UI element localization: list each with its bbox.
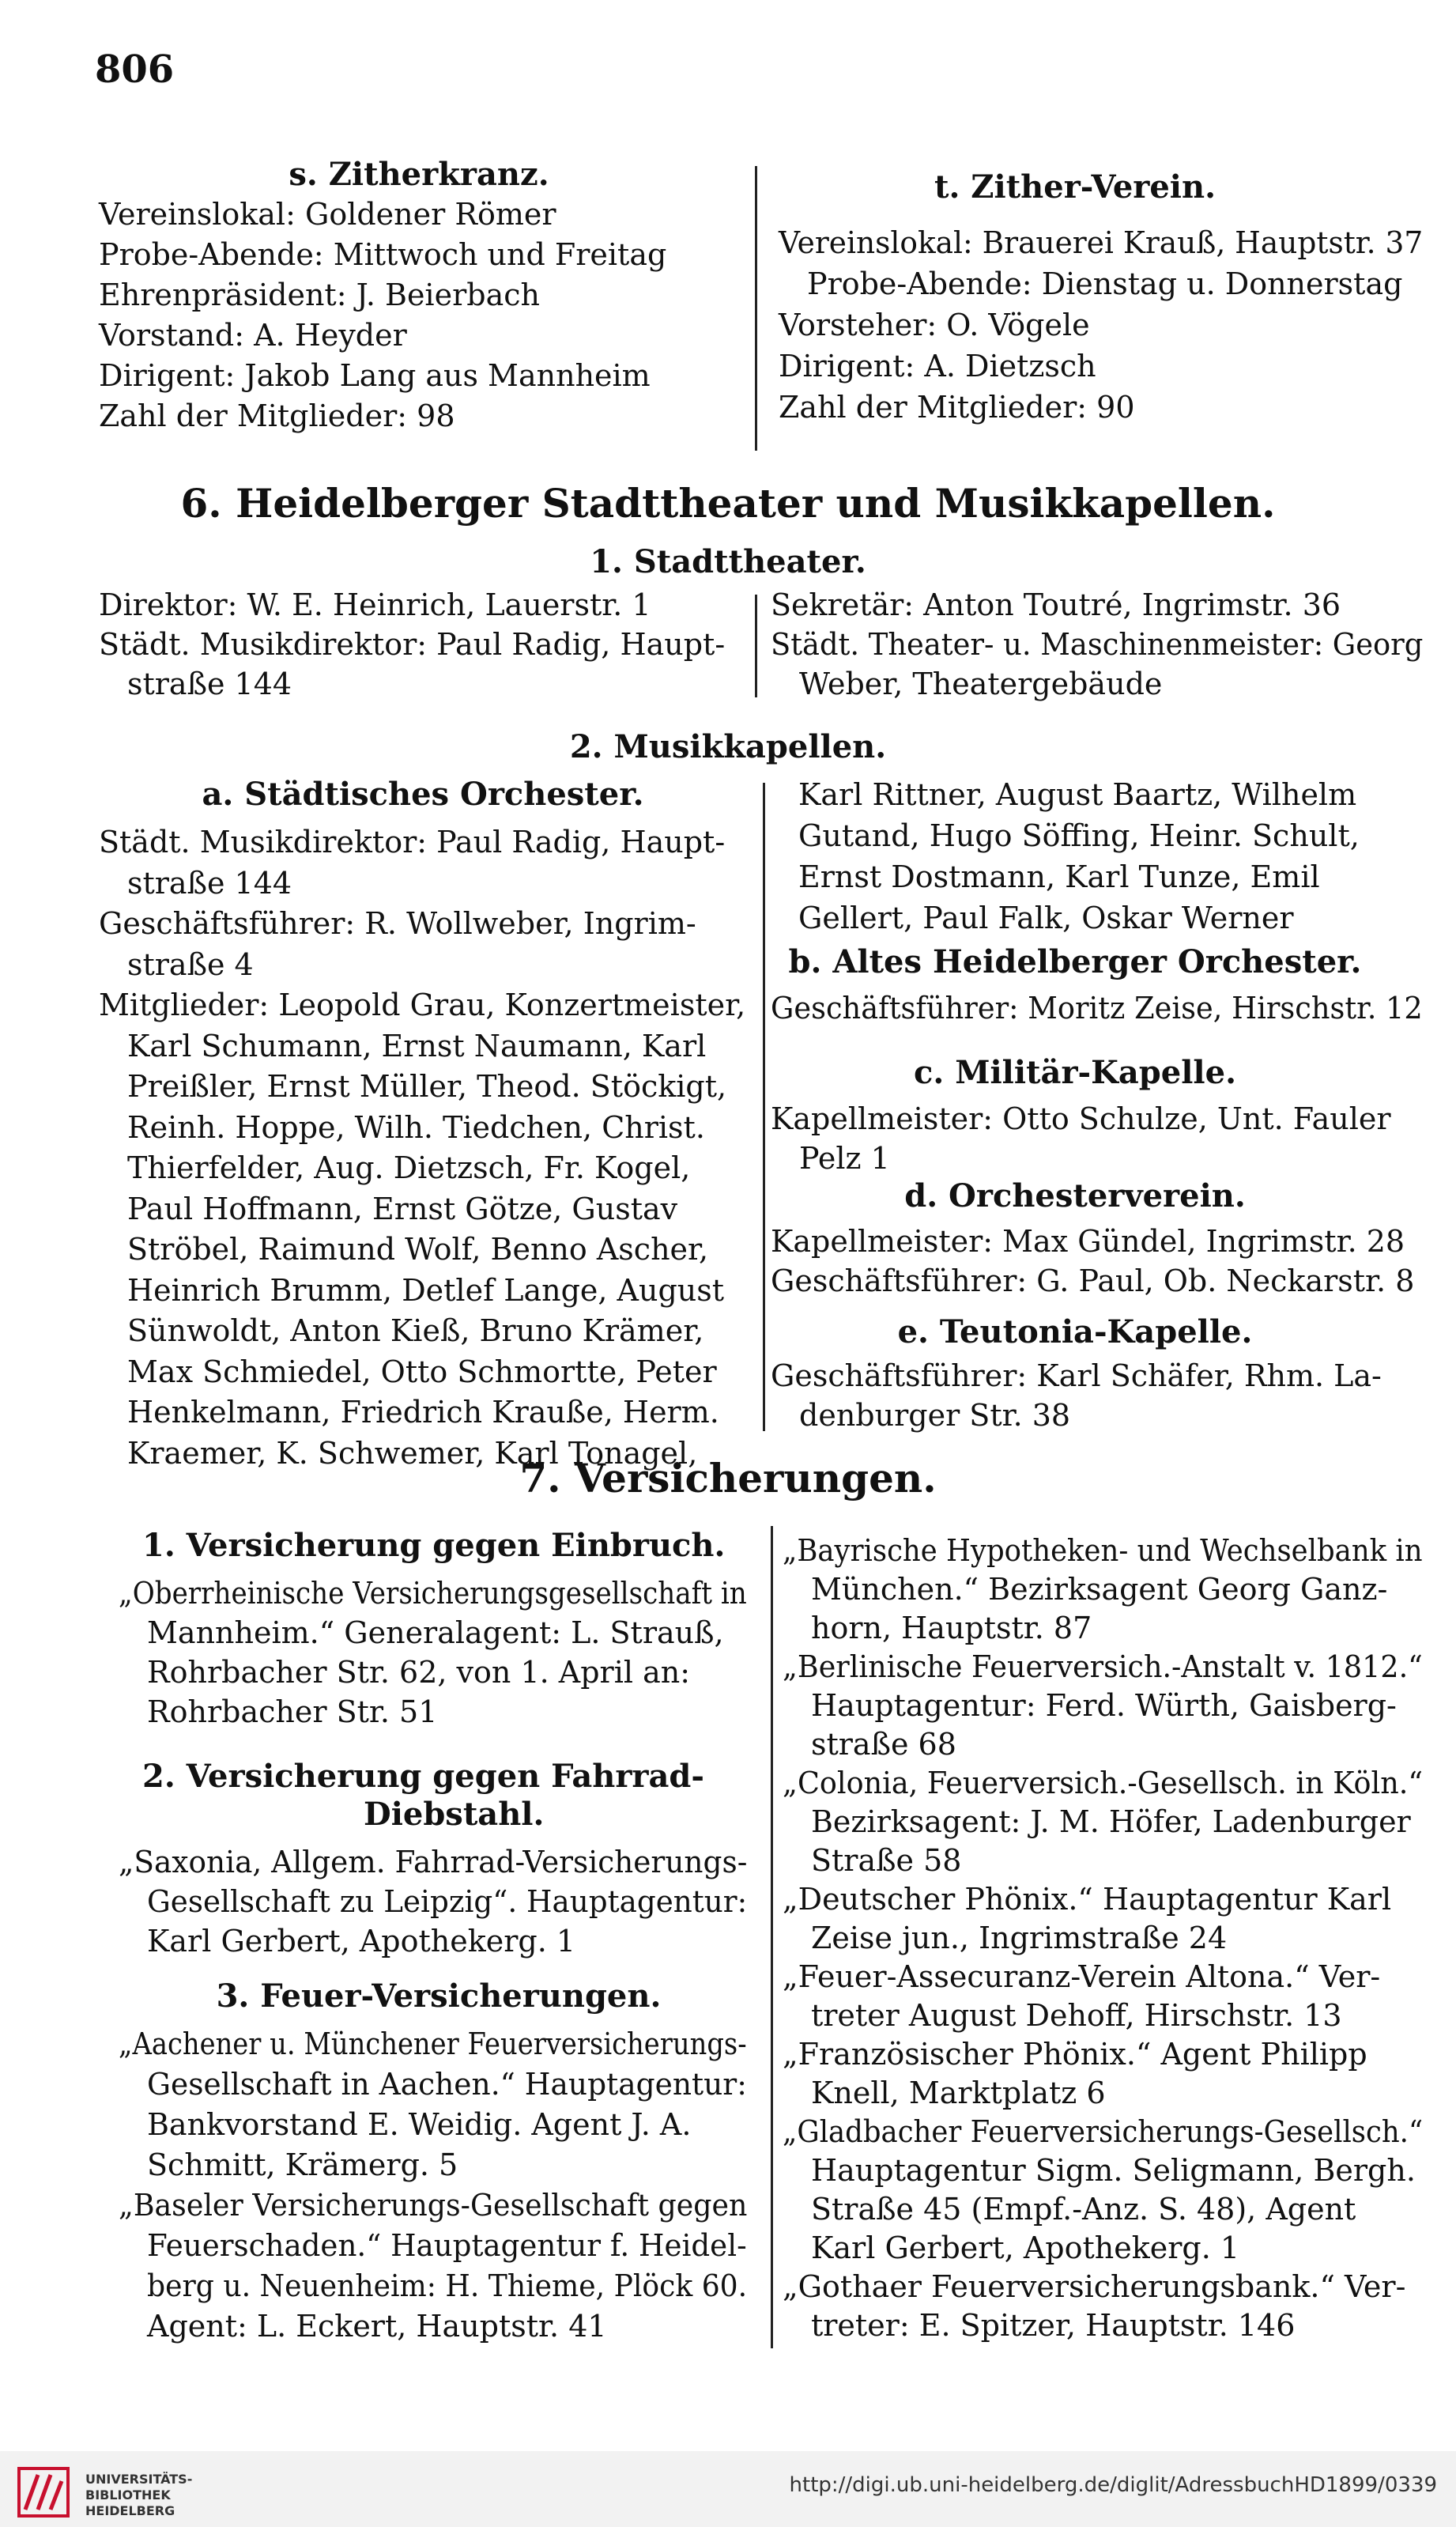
fahrrad-heading-line2: Diebstahl. xyxy=(364,1796,545,1833)
text-line: Karl Gerbert, Apothekerg. 1 xyxy=(147,1924,576,1959)
text-line: Karl Schumann, Ernst Naumann, Karl xyxy=(127,1028,707,1063)
fahrrad-heading-line1: 2. Versicherung gegen Fahrrad- xyxy=(142,1758,704,1795)
text-line: Schmitt, Krämerg. 5 xyxy=(147,2147,458,2182)
orchestra-heading: a. Städtisches Orchester. xyxy=(202,776,644,813)
text-line: „Gothaer Feuerversicherungsbank.“ Ver- xyxy=(783,2269,1406,2304)
column-divider xyxy=(771,1526,773,2348)
text-line: Ernst Dostmann, Karl Tunze, Emil xyxy=(798,859,1320,894)
column-divider xyxy=(763,783,765,1431)
militaer-kapelle-heading: c. Militär-Kapelle. xyxy=(913,1054,1236,1091)
text-line: Mannheim.“ Generalagent: L. Strauß, xyxy=(147,1615,724,1650)
text-line: Vereinslokal: Goldener Römer xyxy=(99,197,556,232)
text-line: Hauptagentur Sigm. Seligmann, Bergh. xyxy=(811,2153,1416,2188)
text-line: Kraemer, K. Schwemer, Karl Tonagel, xyxy=(127,1435,698,1471)
text-line: Ströbel, Raimund Wolf, Benno Ascher, xyxy=(127,1232,709,1267)
text-line: „Berlinische Feuerversich.-Anstalt v. 1812.“ xyxy=(783,1649,1423,1684)
text-line: Geschäftsführer: G. Paul, Ob. Neckarstr. 8 xyxy=(771,1264,1415,1298)
text-line: Ehrenpräsident: J. Beierbach xyxy=(99,278,540,312)
text-line: Geschäftsführer: R. Wollweber, Ingrim- xyxy=(99,906,696,941)
text-line: Pelz 1 xyxy=(799,1141,890,1176)
text-line: Städt. Musikdirektor: Paul Radig, Haupt- xyxy=(99,825,726,859)
library-name-line3: HEIDELBERG xyxy=(85,2503,175,2518)
text-line: Sekretär: Anton Toutré, Ingrimstr. 36 xyxy=(771,587,1341,622)
text-line: Reinh. Hoppe, Wilh. Tiedchen, Christ. xyxy=(127,1109,705,1145)
text-line: „Oberrheinische Versicherungsgesellschaft in xyxy=(119,1576,747,1611)
text-line: Straße 58 xyxy=(811,1843,962,1878)
stadttheater-heading: 1. Stadttheater. xyxy=(590,543,866,580)
text-line: Städt. Theater- u. Maschinenmeister: Georg xyxy=(771,627,1424,662)
text-line: Probe-Abende: Mittwoch und Freitag xyxy=(99,237,667,272)
text-line: Hauptagentur: Ferd. Würth, Gaisberg- xyxy=(811,1688,1397,1723)
section-7-title: 7. Versicherungen. xyxy=(519,1455,937,1501)
text-line: Dirigent: A. Dietzsch xyxy=(779,349,1096,383)
text-line: Zahl der Mitglieder: 90 xyxy=(779,390,1135,425)
teutonia-heading: e. Teutonia-Kapelle. xyxy=(897,1313,1253,1350)
text-line: „Französischer Phönix.“ Agent Philipp xyxy=(783,2037,1367,2072)
text-line: straße 144 xyxy=(127,865,292,901)
library-logo-icon xyxy=(16,2465,71,2519)
text-line: „Feuer-Assecuranz-Verein Altona.“ Ver- xyxy=(783,1959,1381,1994)
altes-orchester-heading: b. Altes Heidelberger Orchester. xyxy=(788,943,1362,980)
text-line: Gesellschaft in Aachen.“ Hauptagentur: xyxy=(147,2067,747,2102)
text-line: berg u. Neuenheim: H. Thieme, Plöck 60. xyxy=(147,2268,748,2303)
text-line: Weber, Theatergebäude xyxy=(799,667,1163,701)
text-line: „Gladbacher Feuerversicherungs-Gesellsch.“ xyxy=(783,2114,1424,2149)
section-6-title: 6. Heidelberger Stadttheater und Musikkapellen. xyxy=(180,480,1276,527)
text-line: Probe-Abende: Dienstag u. Donnerstag xyxy=(807,266,1403,301)
text-line: straße 4 xyxy=(127,946,254,982)
source-url-link[interactable]: http://digi.ub.uni-heidelberg.de/diglit/AdressbuchHD1899/0339 xyxy=(789,2473,1437,2497)
text-line: Städt. Musikdirektor: Paul Radig, Haupt- xyxy=(99,627,726,662)
musikkapellen-heading: 2. Musikkapellen. xyxy=(569,728,887,765)
text-line: „Baseler Versicherungs-Gesellschaft gegen xyxy=(119,2188,748,2223)
text-line: Preißler, Ernst Müller, Theod. Stöckigt, xyxy=(127,1069,727,1104)
text-line: Thierfelder, Aug. Dietzsch, Fr. Kogel, xyxy=(127,1150,691,1185)
text-line: treter August Dehoff, Hirschstr. 13 xyxy=(811,1998,1342,2033)
text-line: „Deutscher Phönix.“ Hauptagentur Karl xyxy=(783,1882,1392,1917)
text-line: Sünwoldt, Anton Kieß, Bruno Krämer, xyxy=(127,1313,704,1348)
text-line: Vorstand: A. Heyder xyxy=(99,318,407,353)
text-line: denburger Str. 38 xyxy=(799,1398,1071,1433)
text-line: „Bayrische Hypotheken- und Wechselbank in xyxy=(783,1533,1423,1568)
text-line: Dirigent: Jakob Lang aus Mannheim xyxy=(99,358,651,393)
text-line: straße 144 xyxy=(127,667,292,701)
text-line: Karl Gerbert, Apothekerg. 1 xyxy=(811,2230,1240,2265)
column-divider xyxy=(755,595,757,697)
text-line: Karl Rittner, August Baartz, Wilhelm xyxy=(798,777,1357,812)
text-line: „Colonia, Feuerversich.-Gesellsch. in Köln.“ xyxy=(783,1766,1424,1800)
text-line: Rohrbacher Str. 62, von 1. April an: xyxy=(147,1655,691,1690)
text-line: Henkelmann, Friedrich Krauße, Herm. xyxy=(127,1395,719,1430)
text-line: Bankvorstand E. Weidig. Agent J. A. xyxy=(147,2107,692,2142)
heading-zither-verein: t. Zither-Verein. xyxy=(934,168,1216,206)
text-line: Zahl der Mitglieder: 98 xyxy=(99,399,455,433)
text-line: „Aachener u. Münchener Feuerversicherungs- xyxy=(119,2027,747,2061)
text-line: Geschäftsführer: Moritz Zeise, Hirschstr. 12 xyxy=(771,991,1423,1026)
text-line: Direktor: W. E. Heinrich, Lauerstr. 1 xyxy=(99,587,651,622)
text-line: Paul Hoffmann, Ernst Götze, Gustav xyxy=(127,1191,678,1226)
text-line: Gutand, Hugo Söffing, Heinr. Schult, xyxy=(798,818,1360,853)
column-divider xyxy=(755,166,757,451)
text-line: Rohrbacher Str. 51 xyxy=(147,1694,438,1729)
library-name-line1: UNIVERSITÄTS- xyxy=(85,2472,193,2487)
text-line: treter: E. Spitzer, Hauptstr. 146 xyxy=(811,2308,1296,2343)
text-line: Geschäftsführer: Karl Schäfer, Rhm. La- xyxy=(771,1358,1382,1393)
text-line: Vorsteher: O. Vögele xyxy=(779,308,1090,342)
text-line: Agent: L. Eckert, Hauptstr. 41 xyxy=(147,2309,607,2344)
text-line: Knell, Marktplatz 6 xyxy=(811,2076,1106,2110)
library-name-line2: BIBLIOTHEK xyxy=(85,2487,171,2502)
orchesterverein-heading: d. Orchesterverein. xyxy=(904,1177,1246,1214)
text-line: Heinrich Brumm, Detlef Lange, August xyxy=(127,1272,725,1308)
text-line: Kapellmeister: Max Gündel, Ingrimstr. 28 xyxy=(771,1224,1405,1259)
text-line: München.“ Bezirksagent Georg Ganz- xyxy=(811,1572,1388,1607)
page-number: 806 xyxy=(95,47,175,92)
text-line: Straße 45 (Empf.-Anz. S. 48), Agent xyxy=(811,2192,1356,2227)
text-line: Mitglieder: Leopold Grau, Konzertmeister, xyxy=(99,988,746,1022)
einbruch-heading: 1. Versicherung gegen Einbruch. xyxy=(142,1527,726,1564)
text-line: Zeise jun., Ingrimstraße 24 xyxy=(811,1921,1228,1955)
text-line: Bezirksagent: J. M. Höfer, Ladenburger xyxy=(811,1804,1411,1839)
text-line: straße 68 xyxy=(811,1727,956,1762)
text-line: Gellert, Paul Falk, Oskar Werner xyxy=(798,901,1294,935)
text-line: Kapellmeister: Otto Schulze, Unt. Fauler xyxy=(771,1101,1391,1136)
text-line: Max Schmiedel, Otto Schmortte, Peter xyxy=(127,1354,717,1389)
feuer-heading: 3. Feuer-Versicherungen. xyxy=(216,1977,662,2015)
text-line: „Saxonia, Allgem. Fahrrad-Versicherungs- xyxy=(119,1845,748,1879)
text-line: Gesellschaft zu Leipzig“. Hauptagentur: xyxy=(147,1884,748,1919)
text-line: Feuerschaden.“ Hauptagentur f. Heidel- xyxy=(147,2228,747,2263)
text-line: horn, Hauptstr. 87 xyxy=(811,1611,1092,1645)
text-line: Vereinslokal: Brauerei Krauß, Hauptstr. 37 xyxy=(779,225,1424,260)
heading-zitherkranz: s. Zitherkranz. xyxy=(289,156,549,193)
